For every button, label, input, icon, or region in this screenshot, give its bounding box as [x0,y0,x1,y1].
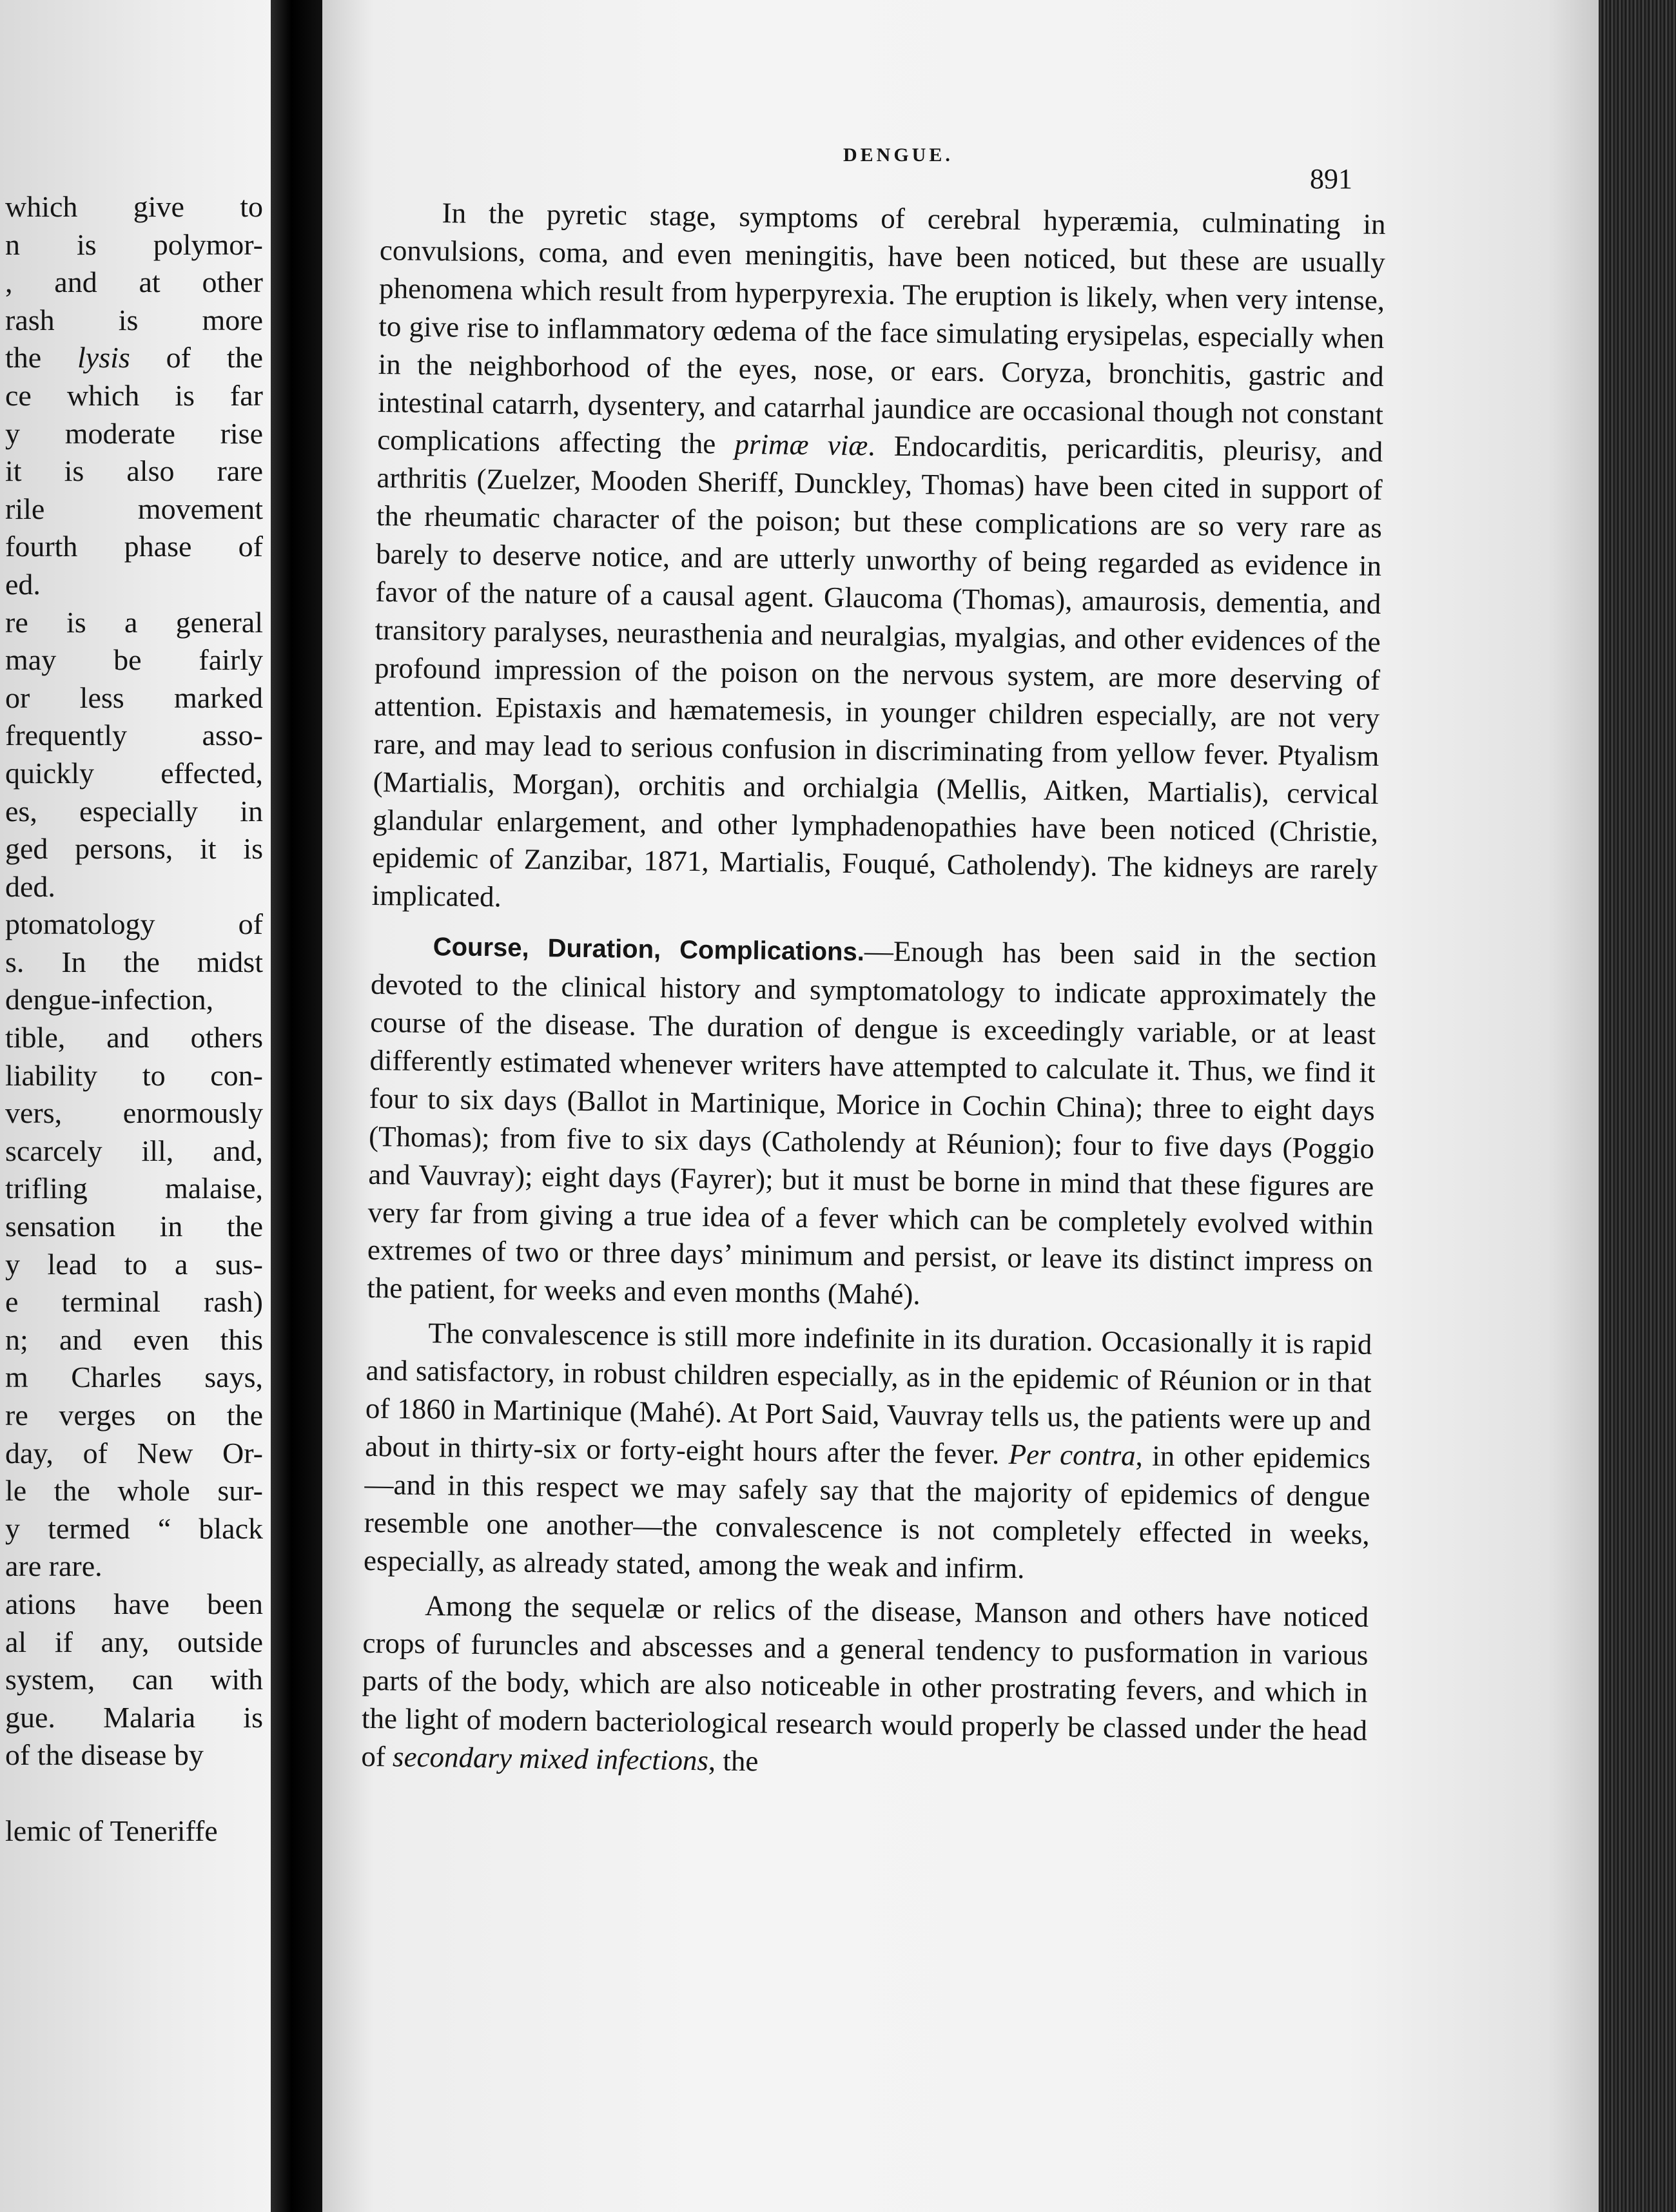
text-line: fourth phase of [5,530,263,563]
text-line: m Charles says, [5,1361,263,1394]
text-line: e terminal rash) [5,1285,263,1319]
book-gutter [271,0,322,2212]
text-line: n; and even this [5,1323,263,1356]
text-line: the lysis of the [5,341,263,374]
text-line: rile movement [5,492,263,525]
paragraph-text: Among the sequelæ or relics of the disease, Manson and others have noticed crops of furuncles and abscesses and a general tendency to pusformation in various parts of the body, which are also noticeable in other prostrating fevers, and which in the light of modern bacteriological research would properly be classed under the head of secondary mixed infections, the [361,1589,1369,1778]
page-number: 891 [1310,163,1352,195]
text-line: le the whole sur- [5,1474,263,1508]
text-line: quickly effected, [5,756,263,790]
blank-line [5,1774,263,1812]
text-line: ed. [5,567,41,601]
text-line: n is polymor- [5,228,263,261]
paragraph-convalescence [364,1314,1372,1591]
paragraph-text: —Enough has been said in the section devoted to the clinical history and symptomatology to indicate approximately the course of the disease. The duration of dengue is exceedingly variable, or at least differently estimated whenever writers have attempted to calculate it. Thus, we find it four to six days (Ballot in Martinique, Morice in Cochin China); three to eight days (Thomas); from five to six days (Catholendy at Réunion); four to five days (Poggio and Vauvray); eight days (Fayrer); but it must be borne in mind that these figures are very far from giving a true idea of a fever which can be completely evolved within extremes of two or three days’ minimum and persist, or leave its distinct impress on the patient, for weeks and even months (Mahé). [366,935,1377,1311]
text-line: are rare. [5,1549,102,1583]
facing-page-left [0,0,271,2212]
text-line: of the disease by [5,1738,204,1772]
text-line: ations have been [5,1587,263,1620]
text-line: y lead to a sus- [5,1247,263,1281]
facing-page-text [5,188,263,1850]
text-line: re verges on the [5,1399,263,1431]
text-line: scarcely ill, and, [5,1134,263,1167]
text-line: y termed “ black [5,1511,263,1545]
text-line: tible, and others [5,1021,263,1054]
text-line: ce which is far [5,378,263,412]
paragraph-text: The convalescence is still more indefinite in its duration. Occasionally it is rapid and satisfactory, in robust children especially, as in the epidemic of Réunion or in that of 1860 in Martinique (Mahé). At Port Said, Vauvray tells us, the patients were up and about in thirty-six or forty-eight hours after the fever. Per contra, in other epidemics—and in this respect we may safely say that the majority of epidemics of dengue resemble one another—the convalescence is not completely effected in weeks, especially, as already stated, among the weak and infirm. [363,1317,1372,1585]
page-body [361,193,1386,1788]
text-line: gue. Malaria is [5,1700,263,1734]
text-line: trifling malaise, [5,1172,263,1205]
text-line: which give to [5,190,263,223]
text-line: ptomatology of [5,907,263,941]
text-line: al if any, outside [5,1625,263,1658]
text-line: sensation in the [5,1210,263,1243]
paragraph-pyretic-stage [371,193,1386,927]
paragraph-text: In the pyretic stage, symptoms of cerebral hyperæmia, culminating in convulsions, coma, and even meningitis, have been noticed, but these are usually phenomena which result from hyperpyrexia. The eruption is likely, when very intense, to give rise to inflammatory œdema of the face simulating erysipelas, especially when in the neighborhood of the eyes, nose, or ears. Coryza, bronchitis, gastric and intestinal catarrh, dysentery, and catarrhal jaundice are occasional though not constant complications affecting the primæ viæ. Endocarditis, pericarditis, pleurisy, and arthritis (Zuelzer, Mooden Sheriff, Dunckley, Thomas) have been cited in support of the rheumatic character of the poison; but these complications are so very rare as barely to deserve notice, and are utterly unworthy of being regarded as evidence in favor of the nature of a causal agent. Glaucoma (Thomas), amaurosis, dementia, and transitory paralyses, neurasthenia and neuralgias, myalgias, and other evidences of the profound impression of the poison on the nervous system, are more deserving of attention. Epistaxis and hæmatemesis, in younger children especially, are not very rare, and may lead to serious confusion in discriminating from yellow fever. Ptyalism (Martialis, Morgan), orchitis and orchialgia (Mellis, Aitken, Martialis), cervical glandular enlargement, and other lymphadenopathies have been noticed (Christie, epidemic of Zanzibar, 1871, Martialis, Fouqué, Catholendy). The kidneys are rarely implicated. [371,197,1386,913]
text-line: may be fairly [5,643,263,677]
paragraph-sequelae [361,1586,1369,1788]
page-edges [1599,0,1676,2212]
text-line: dengue-infection, [5,983,214,1016]
text-line: ged persons, it is [5,832,263,866]
text-line: system, can with [5,1663,263,1696]
text-line: ded. [5,869,55,903]
text-line: it is also rare [5,454,263,488]
text-line: vers, enormously [5,1096,263,1130]
text-line: , and at other [5,266,263,299]
text-line: es, especially in [5,794,263,828]
text-line: or less marked [5,681,263,714]
text-line: liability to con- [5,1058,263,1092]
paragraph-course-duration [367,926,1377,1319]
text-line: y moderate rise [5,416,263,450]
section-heading: Course, Duration, Complications. [433,933,865,967]
text-line: s. In the midst [5,945,263,978]
text-line: frequently asso- [5,719,263,752]
text-line: day, of New Or- [5,1436,263,1470]
text-line: lemic of Teneriffe [5,1814,218,1847]
text-line: rash is more [5,303,263,336]
text-line: re is a general [5,605,263,639]
running-head: DENGUE. [843,144,953,166]
